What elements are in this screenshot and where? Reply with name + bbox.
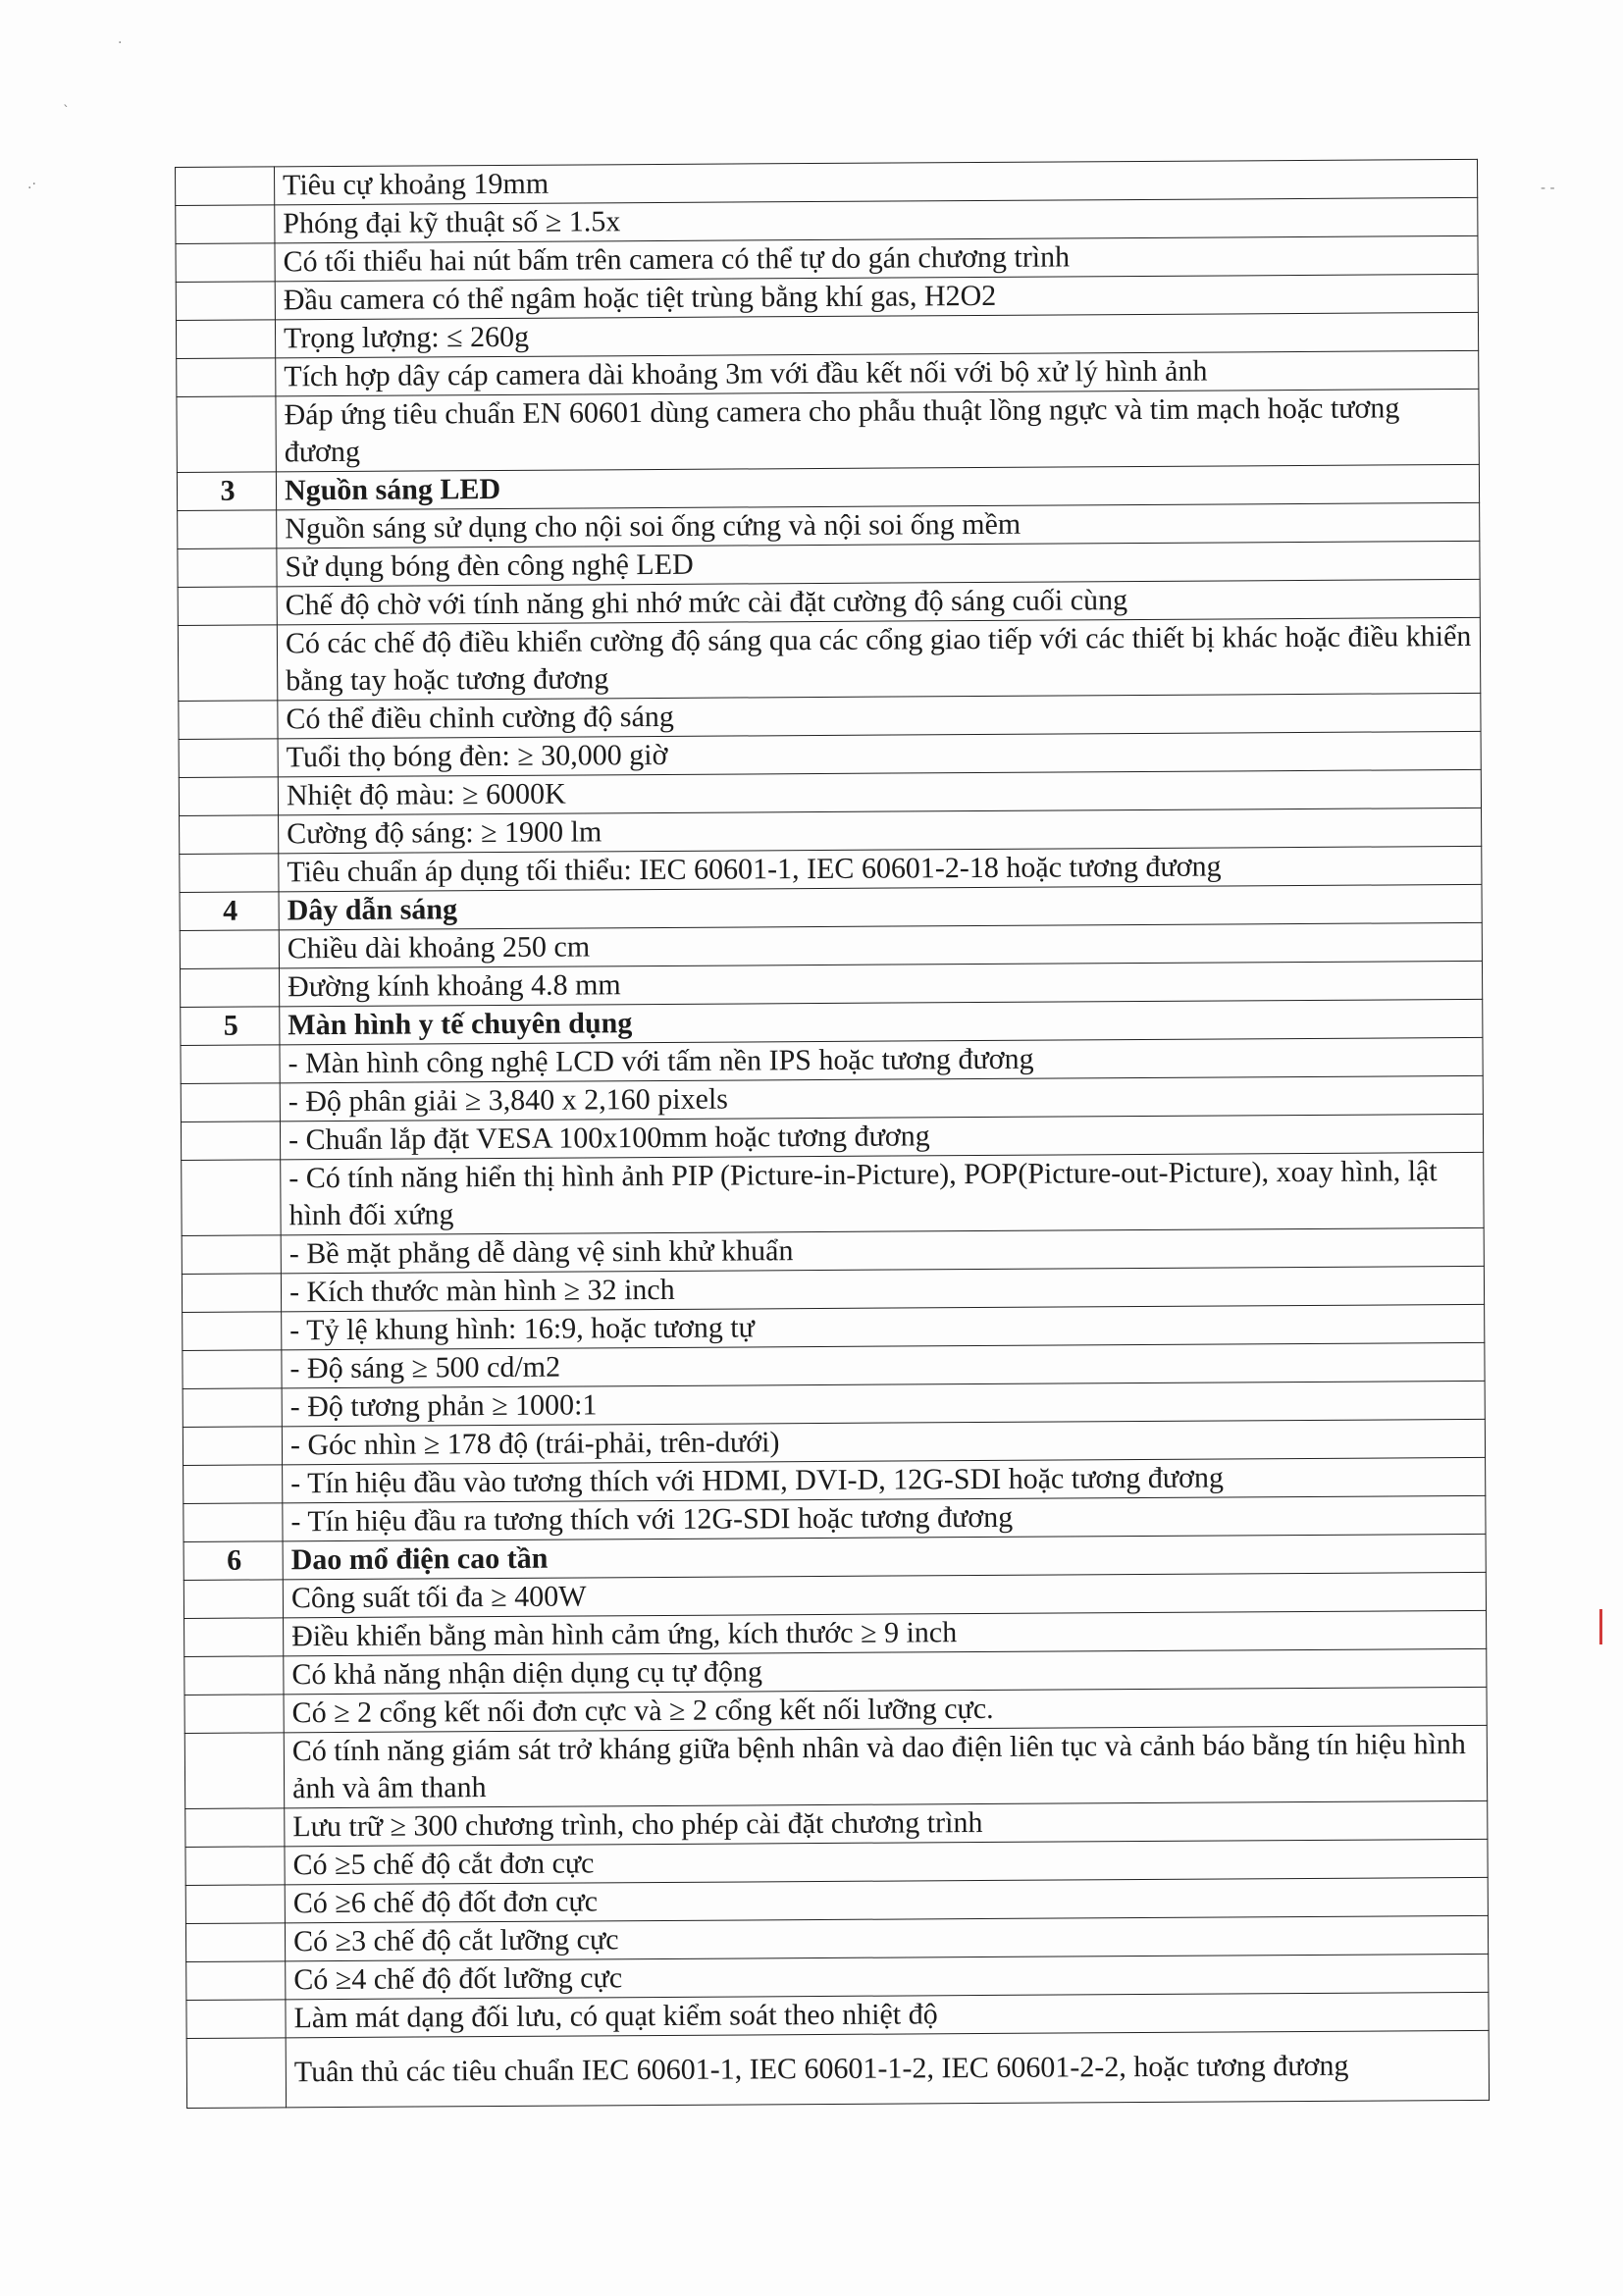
spec-text-cell: Cường độ sáng: ≥ 1900 lm <box>279 808 1482 853</box>
row-number-cell <box>183 1580 283 1619</box>
row-number-cell <box>186 1961 286 2001</box>
row-number-cell <box>180 854 279 893</box>
spec-text-cell: - Màn hình công nghệ LCD với tấm nền IPS hoặc tương đương <box>280 1037 1483 1082</box>
row-number-cell <box>186 2000 286 2039</box>
spec-text-cell: Đáp ứng tiêu chuẩn EN 60601 dùng camera cho phẫu thuật lồng ngực và tim mạch hoặc tương đương <box>276 389 1479 471</box>
row-number-cell <box>183 1350 282 1389</box>
row-number-cell <box>182 1235 281 1275</box>
spec-text-cell: Có các chế độ điều khiển cường độ sáng qua các cổng giao tiếp với các thiết bị khác hoặc điều khiển bằng tay hoặc tương đương <box>277 617 1480 700</box>
spec-text-cell: - Tỷ lệ khung hình: 16:9, hoặc tương tự <box>282 1304 1485 1349</box>
spec-text-cell: Tuân thủ các tiêu chuẩn IEC 60601-1, IEC 60601-1-2, IEC 60601-2-2, hoặc tương đương <box>286 2030 1489 2107</box>
row-number-cell <box>178 510 277 549</box>
spec-text-cell: Có ≥5 chế độ cắt đơn cực <box>285 1839 1488 1884</box>
row-number-cell <box>178 625 277 702</box>
spec-text-cell: Tiêu chuẩn áp dụng tối thiểu: IEC 60601-1, IEC 60601-2-18 hoặc tương đương <box>279 846 1482 891</box>
row-number-cell <box>180 930 279 969</box>
spec-text-cell: - Có tính năng hiển thị hình ảnh PIP (Picture-in-Picture), POP(Picture-out-Picture), xoay hình, lật hình đối xứng <box>281 1152 1484 1234</box>
spec-text-cell: Có thể điều chỉnh cường độ sáng <box>278 693 1481 738</box>
row-number-cell <box>182 1160 281 1236</box>
spec-text-cell: Điều khiển bằng màn hình cảm ứng, kích thước ≥ 9 inch <box>284 1610 1487 1655</box>
row-number-cell <box>179 777 278 816</box>
row-number-cell <box>178 548 277 588</box>
row-number-cell <box>177 358 276 397</box>
row-number-cell <box>179 701 278 740</box>
row-number-cell: 4 <box>180 892 279 931</box>
row-number-cell <box>176 243 275 283</box>
spec-text-cell: - Góc nhìn ≥ 178 độ (trái-phải, trên-dưới) <box>282 1419 1485 1464</box>
row-number-cell <box>185 1923 285 1962</box>
row-number-cell <box>181 1045 280 1084</box>
row-number-cell <box>183 1465 283 1504</box>
spec-text-cell: - Tín hiệu đầu vào tương thích với HDMI, DVI-D, 12G-SDI hoặc tương đương <box>283 1457 1486 1502</box>
row-number-cell <box>181 1083 280 1122</box>
row-number-cell <box>184 1733 284 1809</box>
row-number-cell <box>180 815 279 855</box>
spec-text-cell: Nhiệt độ màu: ≥ 6000K <box>278 769 1481 814</box>
scan-speck: · <box>118 35 123 51</box>
row-number-cell <box>176 282 275 321</box>
spec-text-cell: Đầu camera có thể ngâm hoặc tiệt trùng bằng khí gas, H2O2 <box>275 274 1478 319</box>
spec-text-cell: Tiêu cự khoảng 19mm <box>275 159 1478 204</box>
row-number-cell <box>178 587 277 626</box>
row-number-cell <box>177 396 276 473</box>
scan-speck: ` <box>63 104 70 120</box>
row-number-cell <box>176 205 275 244</box>
spec-text-cell: Làm mát dạng đối lưu, có quạt kiểm soát theo nhiệt độ <box>286 1992 1489 2037</box>
spec-text-cell: Chế độ chờ với tính năng ghi nhớ mức cài đặt cường độ sáng cuối cùng <box>277 579 1480 624</box>
row-number-cell <box>185 1847 285 1886</box>
row-number-cell <box>182 1274 281 1313</box>
spec-text-cell: - Tín hiệu đầu ra tương thích với 12G-SDI hoặc tương đương <box>283 1495 1486 1540</box>
row-number-cell <box>179 739 278 778</box>
row-number-cell <box>185 1808 285 1848</box>
row-number-cell: 5 <box>181 1007 280 1046</box>
section-title-cell: Dao mổ điện cao tần <box>283 1534 1486 1579</box>
row-number-cell: 3 <box>177 472 276 511</box>
spec-text-cell: Phóng đại kỹ thuật số ≥ 1.5x <box>275 197 1478 242</box>
spec-text-cell: - Độ phân giải ≥ 3,840 x 2,160 pixels <box>280 1075 1483 1121</box>
spec-text-cell: Có khả năng nhận diện dụng cụ tự động <box>284 1648 1487 1694</box>
specification-table-body <box>176 159 1490 2108</box>
spec-text-cell: Có ≥6 chế độ đốt đơn cực <box>285 1877 1488 1922</box>
scan-speck: .· <box>27 177 36 192</box>
red-pen-mark <box>1599 1609 1602 1644</box>
spec-text-cell: - Độ sáng ≥ 500 cd/m2 <box>282 1342 1485 1387</box>
spec-text-cell: Công suất tối đa ≥ 400W <box>283 1572 1486 1617</box>
section-title-cell: Dây dẫn sáng <box>279 884 1482 929</box>
spec-text-cell: - Kích thước màn hình ≥ 32 inch <box>281 1266 1484 1311</box>
spec-text-cell: Sử dụng bóng đèn công nghệ LED <box>277 541 1480 586</box>
row-number-cell <box>185 1885 285 1924</box>
spec-text-cell: - Bề mặt phẳng dễ dàng vệ sinh khử khuẩn <box>281 1227 1484 1273</box>
row-number-cell <box>186 2038 286 2109</box>
row-number-cell <box>176 167 275 206</box>
row-number-cell <box>184 1618 284 1657</box>
spec-text-cell: Tuổi thọ bóng đèn: ≥ 30,000 giờ <box>278 731 1481 776</box>
section-title-cell: Màn hình y tế chuyên dụng <box>280 999 1483 1044</box>
spec-row <box>178 617 1480 701</box>
spec-text-cell: Có ≥4 chế độ đốt lưỡng cực <box>286 1954 1489 1999</box>
spec-text-cell: Có tính năng giám sát trở kháng giữa bệnh nhân và dao điện liên tục và cảnh báo bằng tín hiệu hình ảnh và âm thanh <box>284 1725 1487 1807</box>
spec-row <box>177 389 1479 472</box>
row-number-cell: 6 <box>183 1541 283 1581</box>
spec-text-cell: Tích hợp dây cáp camera dài khoảng 3m với đầu kết nối với bộ xử lý hình ảnh <box>276 350 1479 395</box>
spec-text-cell: Nguồn sáng sử dụng cho nội soi ống cứng và nội soi ống mềm <box>277 502 1480 548</box>
scan-speck: - - <box>1541 181 1555 196</box>
spec-text-cell: Lưu trữ ≥ 300 chương trình, cho phép cài đặt chương trình <box>285 1800 1488 1846</box>
spec-text-cell: Có ≥ 2 cổng kết nối đơn cực và ≥ 2 cổng kết nối lưỡng cực. <box>284 1687 1487 1732</box>
spec-text-cell: Chiều dài khoảng 250 cm <box>279 922 1482 967</box>
spec-text-cell: - Độ tương phản ≥ 1000:1 <box>282 1381 1485 1426</box>
row-number-cell <box>183 1503 283 1542</box>
spec-text-cell: Trọng lượng: ≤ 260g <box>275 312 1478 357</box>
row-number-cell <box>176 320 275 359</box>
row-number-cell <box>183 1312 282 1351</box>
spec-text-cell: Có tối thiểu hai nút bấm trên camera có thể tự do gán chương trình <box>275 235 1478 281</box>
spec-row <box>184 1725 1487 1808</box>
section-title-cell: Nguồn sáng LED <box>276 464 1479 509</box>
spec-row <box>186 2030 1489 2108</box>
row-number-cell <box>184 1695 284 1734</box>
row-number-cell <box>183 1427 282 1466</box>
spec-text-cell: Đường kính khoảng 4.8 mm <box>279 961 1482 1006</box>
row-number-cell <box>180 968 279 1008</box>
spec-row <box>182 1152 1484 1235</box>
row-number-cell <box>183 1388 282 1428</box>
row-number-cell <box>181 1122 280 1161</box>
spec-text-cell: Có ≥3 chế độ cắt lưỡng cực <box>285 1915 1488 1960</box>
specification-table <box>175 159 1490 2109</box>
row-number-cell <box>184 1656 284 1696</box>
spec-text-cell: - Chuẩn lắp đặt VESA 100x100mm hoặc tương đương <box>280 1114 1483 1159</box>
